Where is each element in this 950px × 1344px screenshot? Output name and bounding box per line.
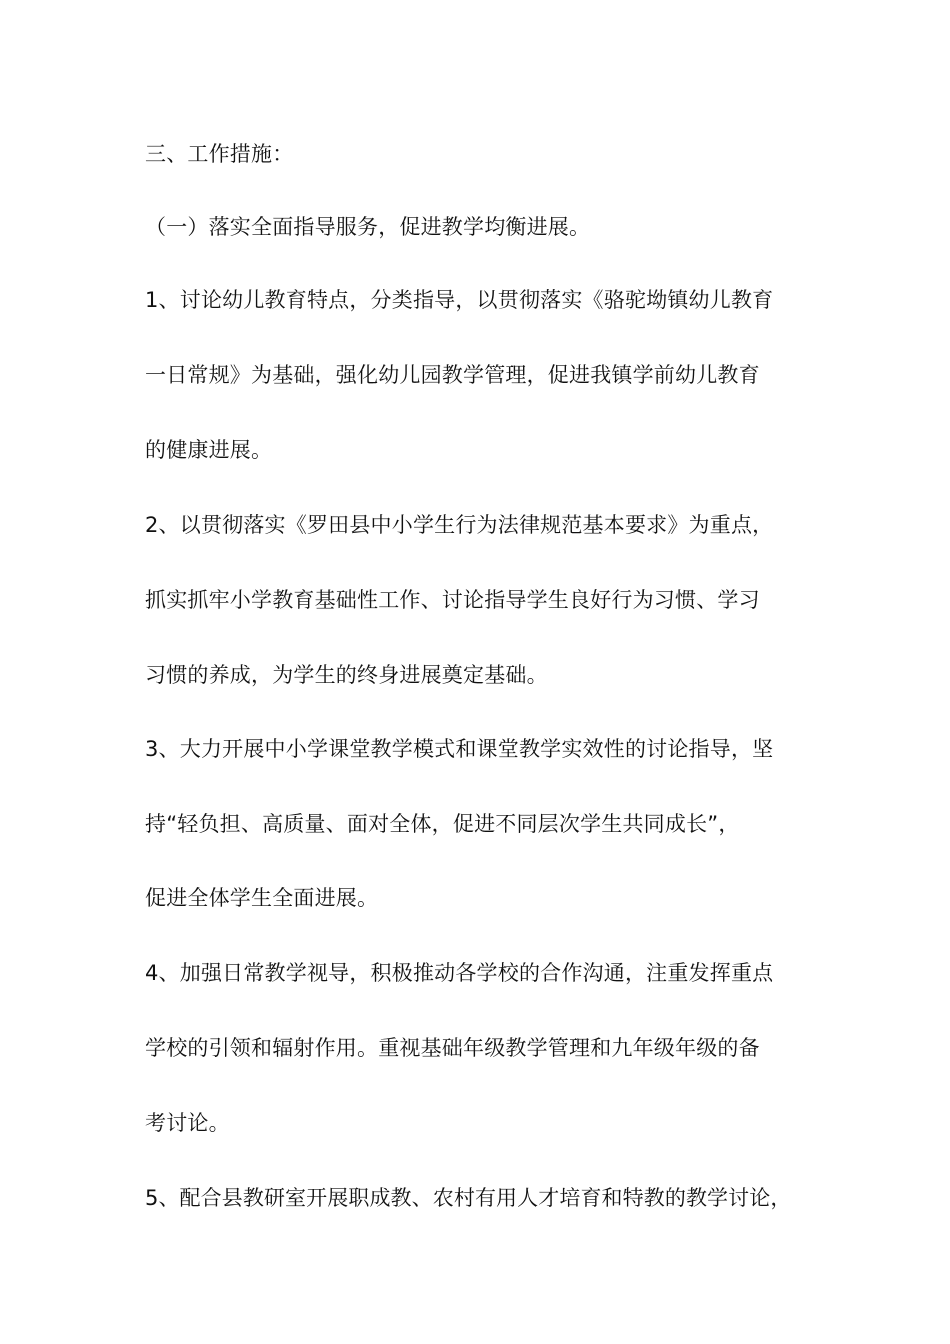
paragraph-line: 的健康进展。 [145, 438, 273, 462]
paragraph-line: 学校的引领和辐射作用。重视基础年级教学管理和九年级年级的备 [145, 1036, 760, 1060]
paragraph-line: 抓实抓牢小学教育基础性工作、讨论指导学生良好行为习惯、学习 [145, 588, 760, 612]
paragraph-line: 2、以贯彻落实《罗田县中小学生行为法律规范基本要求》为重点， [145, 513, 774, 537]
paragraph-line: 4、加强日常教学视导，积极推动各学校的合作沟通，注重发挥重点 [145, 961, 774, 985]
subsection-heading: （一）落实全面指导服务，促进教学均衡进展。 [145, 215, 591, 239]
paragraph-line: 考讨论。 [145, 1111, 230, 1135]
paragraph-line: 习惯的养成，为学生的终身进展奠定基础。 [145, 663, 548, 687]
paragraph-line: 一日常规》为基础，强化幼儿园教学管理，促进我镇学前幼儿教育 [145, 363, 760, 387]
paragraph-line: 3、大力开展中小学课堂教学模式和课堂教学实效性的讨论指导，坚 [145, 737, 774, 761]
paragraph-line: 持“轻负担、高质量、面对全体，促进不同层次学生共同成长”， [145, 812, 740, 836]
paragraph-line: 1、讨论幼儿教育特点，分类指导，以贯彻落实《骆驼坳镇幼儿教育 [145, 288, 774, 312]
paragraph-line: 促进全体学生全面进展。 [145, 886, 379, 910]
paragraph-line: 5、配合县教研室开展职成教、农村有用人才培育和特教的教学讨论， [145, 1186, 792, 1210]
section-heading: 三、工作措施： [145, 142, 294, 166]
